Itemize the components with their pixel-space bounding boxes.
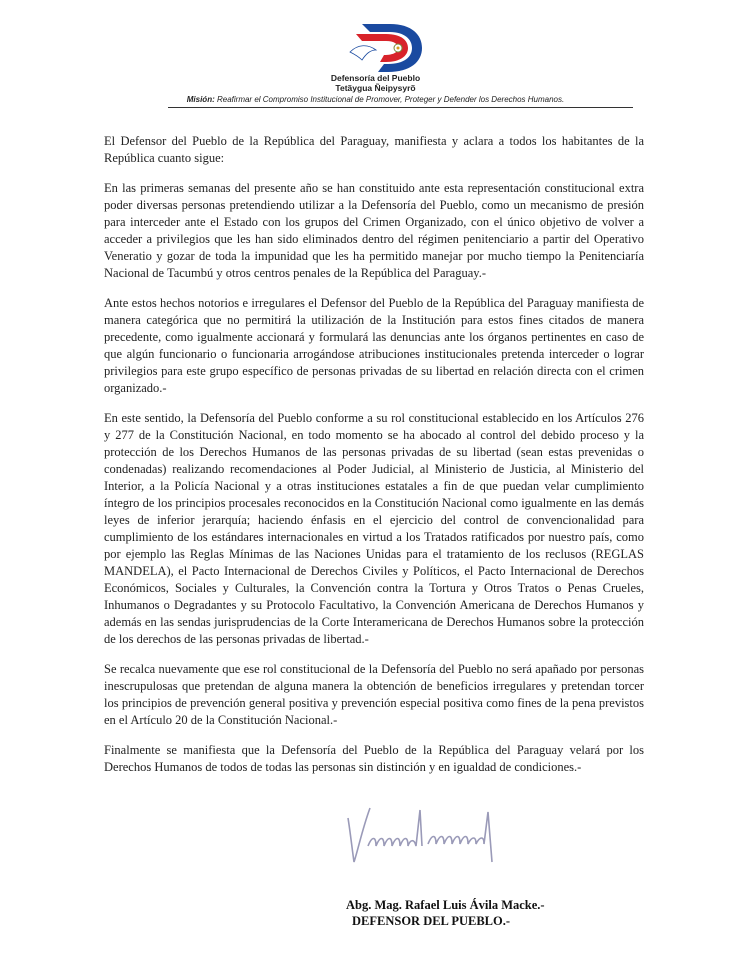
dove-d-logo-icon — [348, 22, 424, 74]
letter-body — [104, 133, 644, 789]
org-name-guarani: Tetãygua Ñeipysyrõ — [335, 83, 416, 93]
mission-label: Misión: — [186, 95, 215, 104]
paragraph-intro: El Defensor del Pueblo de la República del Paraguay, manifiesta y aclara a todos los habitantes de la República cuanto sigue: — [104, 134, 644, 165]
paragraph-legal-basis: En este sentido, la Defensoría del Pueblo conforme a su rol constitucional establecido en los Artículos 276 y 277 de la Constitución Nacional, en todo momento se ha abocado al control del debido proceso y la protección de los Derechos Humanos de las personas privadas de su libertad (sean estas prevenidas o condenadas) realizando recomendaciones al Poder Judicial, al Ministerio de Justicia, al Ministerio del Interior, a la Policía Nacional y a otras instituciones estatales a fin de que puedan velar cumplimiento íntegro de los principios procesales reconocidos en la Constitución Nacional como igualmente en las demás leyes de inferior jerarquía; haciendo énfasis en el ejercicio del control de convencionalidad para cumplimiento de los estándares internacionales en virtud a los Tratados ratificados por nuestro país, como por ejemplo las Reglas Mínimas de las Naciones Unidas para el tratamiento de los reclusos (REGLAS MANDELA), el Pacto Internacional de Derechos Civiles y Políticos, el Pacto Internacional de Derechos Económicos, Sociales y Culturales, la Convención contra la Tortura y Otros Tratos o Penas Crueles, Inhumanos o Degradantes y su Protocolo Facultativo, la Convención Americana de Derechos Humanos y además en las sendas jurisprudencias de la Corte Interamericana de Derechos Humanos sobre la protección de los derechos de las personas privadas de libertad.- — [104, 411, 644, 646]
signatory-title: DEFENSOR DEL PUEBLO.- — [352, 914, 511, 928]
paragraph-closing: Finalmente se manifiesta que la Defensoría del Pueblo de la República del Paraguay velará por los Derechos Humanos de todos de todas las personas sin distinción y en igualdad de condiciones.- — [104, 743, 644, 774]
header-divider — [168, 107, 633, 108]
paragraph-warning: Se recalca nuevamente que ese rol constitucional de la Defensoría del Pueblo no será apañado por personas inescrupulosas que pretendan de alguna manera la obtención de beneficios irregulares y pretendan torcer los principios de prevención general positiva y prevención especial positiva como fines de la pena previstos en el Artículo 20 de la Constitución Nacional.- — [104, 662, 644, 727]
mission-text: Reafirmar el Compromiso Institucional de Promover, Proteger y Defender los Derechos Humanos. — [214, 95, 565, 104]
signatory-name: Abg. Mag. Rafael Luis Ávila Macke.- — [346, 898, 545, 912]
org-name: Defensoría del Pueblo — [330, 73, 421, 83]
paragraph-context: En las primeras semanas del presente año se han constituido ante esta representación constitucional extra poder diversas personas pretendiendo utilizar a la Defensoría del Pueblo, como un mecanismo de presión para interceder ante el Estado con los grupos del Crimen Organizado, con el único objetivo de volver a acceder a privilegios que les han sido eliminados dentro del régimen penitenciario a partir del Operativo Veneratio y gozar de toda la impunidad que les ha permitido manejar por mucho tiempo la Penitenciaría Nacional de Tacumbú y otros centros penales de la República del Paraguay.- — [104, 181, 644, 280]
paragraph-position: Ante estos hechos notorios e irregulares el Defensor del Pueblo de la República del Paraguay manifiesta de manera categórica que no permitirá la utilización de la Institución para estos fines citados de manera precedente, como igualmente accionará y formulará las denuncias ante los órganos pertinentes en caso de que algún funcionario o funcionaria arrogándose atribuciones institucionales pretenda interceder o lograr privilegios para este grupo específico de personas privadas de su libertad en relación directa con el crimen organizado.- — [104, 296, 644, 395]
mission-statement — [0, 95, 751, 104]
handwritten-signature — [340, 800, 620, 870]
letterhead — [0, 0, 751, 110]
